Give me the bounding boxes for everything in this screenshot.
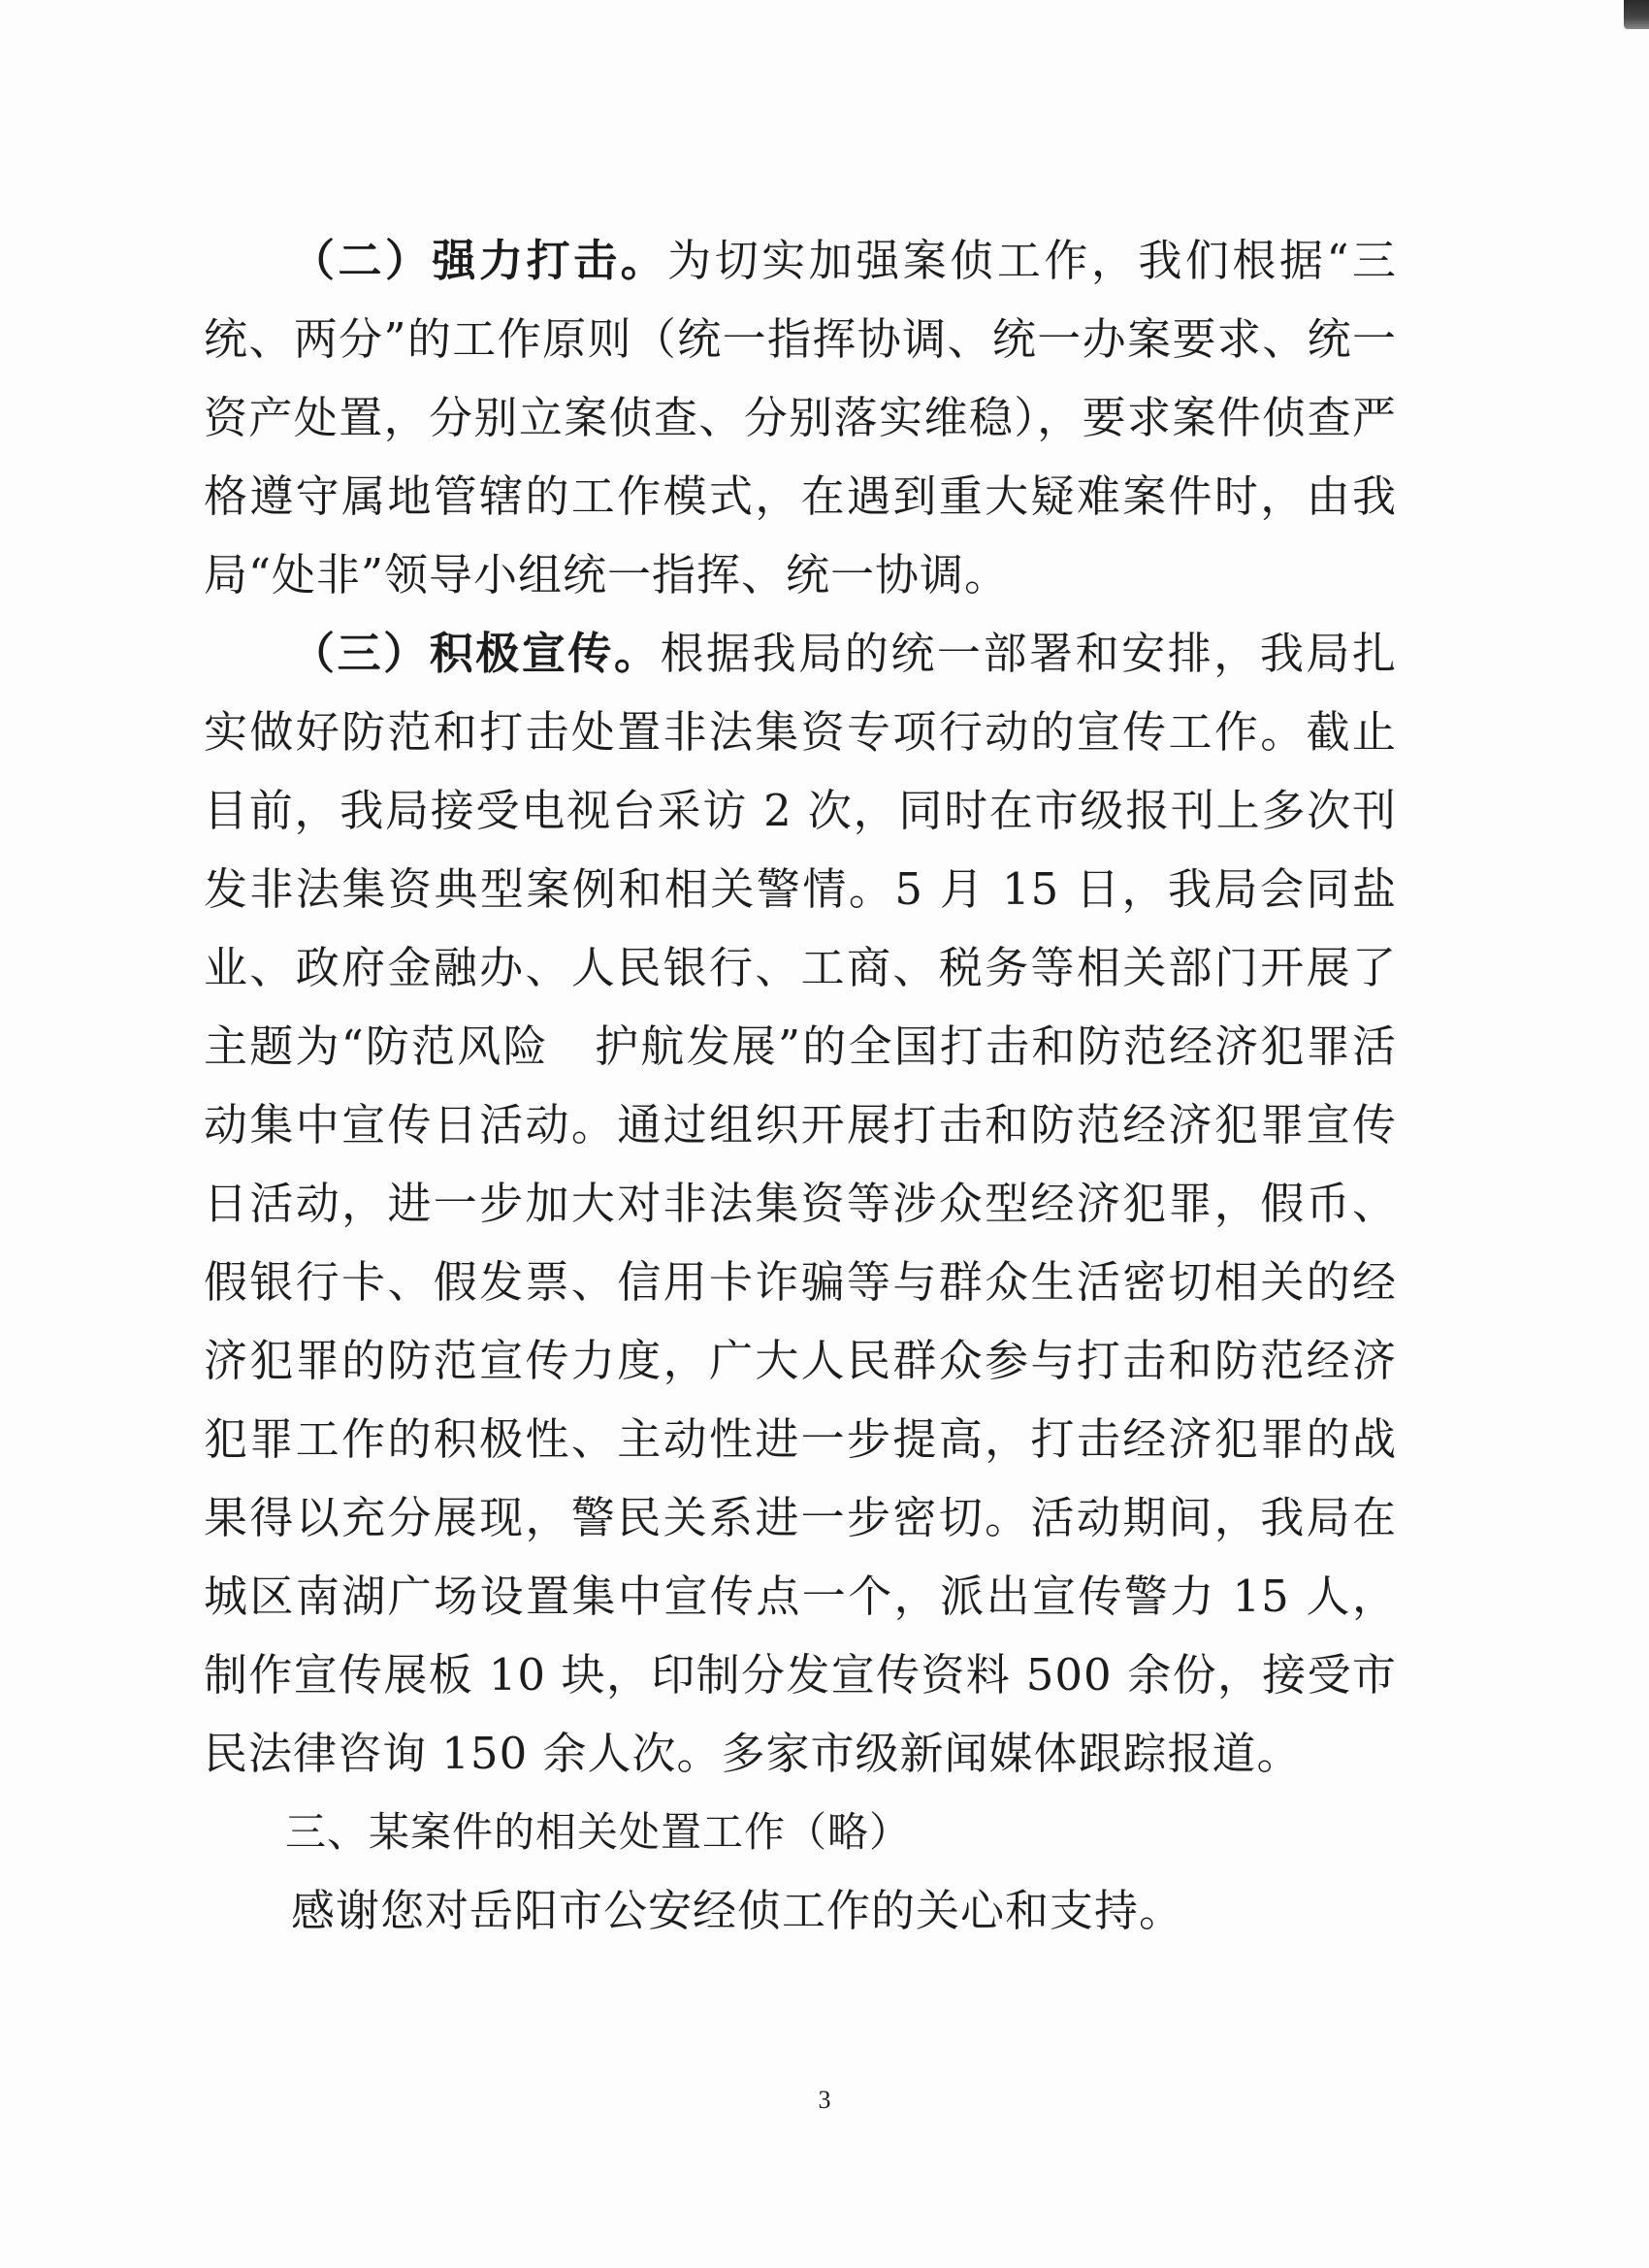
paragraph-strike — [204, 221, 1397, 614]
document-body — [204, 221, 1397, 1950]
section-heading: 三、某案件的相关处置工作（略） — [285, 1808, 912, 1856]
paragraph-text: 为切实加强案侦工作，我们根据“三统、两分”的工作原则（统一指挥协调、统一办案要求、统一资产处置，分别立案侦查、分别落实维稳），要求案件侦查严格遵守属地管辖的工作模式，在遇到重大疑难案件时，由我局“处非”领导小组统一指挥、统一协调。 — [204, 235, 1397, 600]
paragraph-lead: （三）积极宣传。 — [291, 628, 661, 679]
paragraph-publicity — [204, 614, 1397, 1793]
scan-edge-mark — [1624, 0, 1649, 29]
closing-remark: 感谢您对岳阳市公安经侦工作的关心和支持。 — [291, 1885, 1184, 1936]
paragraph-text: 根据我局的统一部署和安排，我局扎实做好防范和打击处置非法集资专项行动的宣传工作。截止目前，我局接受电视台采访 2 次，同时在市级报刊上多次刊发非法集资典型案例和相关警情。5 月 15 日，我局会同盐业、政府金融办、人民银行、工商、税务等相关部门开展了主题为“防范风险 护航发展”的全国打击和防范经济犯罪活动集中宣传日活动。通过组织开展打击和防范经济犯罪宣传日活动，进一步加大对非法集资等涉众型经济犯罪，假币、假银行卡、假发票、信用卡诈骗等与群众生活密切相关的经济犯罪的防范宣传力度，广大人民群众参与打击和防范经济犯罪工作的积极性、主动性进一步提高，打击经济犯罪的战果得以充分展现，警民关系进一步密切。活动期间，我局在城区南湖广场设置集中宣传点一个，派出宣传警力 15 人，制作宣传展板 10 块，印制分发宣传资料 500 余份，接受市民法律咨询 150 余人次。多家市级新闻媒体跟踪报道。 — [204, 628, 1397, 1779]
page-number: 3 — [818, 2086, 831, 2114]
paragraph-lead: （二）强力打击。 — [291, 235, 668, 286]
